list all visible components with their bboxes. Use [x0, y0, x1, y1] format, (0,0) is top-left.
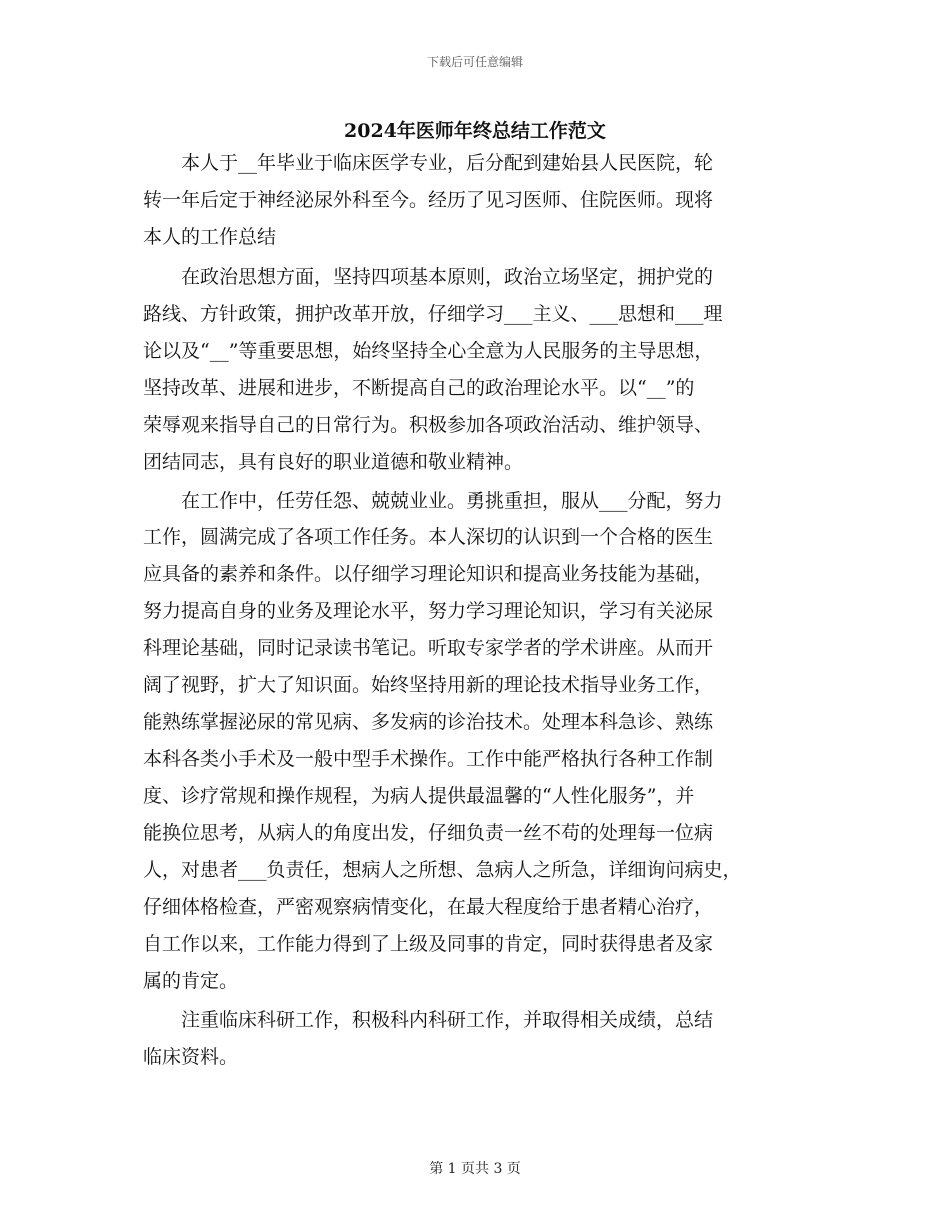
body-line: 仔细体格检查，严密观察病情变化，在最大程度给于患者精心治疗， [143, 896, 714, 918]
body-line: 属的肯定。 [143, 970, 239, 992]
body-line: 在工作中，任劳任怨、兢兢业业。勇挑重担，服从___分配，努力 [143, 490, 723, 512]
body-line: 本人的工作总结 [143, 226, 277, 248]
body-line: 转一年后定于神经泌尿外科至今。经历了见习医师、住院医师。现将 [143, 189, 714, 211]
body-line: 阔了视野，扩大了知识面。始终坚持用新的理论技术指导业务工作， [143, 674, 714, 696]
body-line: 临床资料。 [143, 1046, 239, 1068]
page-footer: 第 1 页共 3 页 [429, 1161, 521, 1177]
body-line: 工作，圆满完成了各项工作任务。本人深切的认识到一个合格的医生 [143, 526, 714, 548]
body-line: 坚持改革、进展和进步，不断提高自己的政治理论水平。以“__”的 [143, 377, 695, 399]
body-line: 荣辱观来指导自己的日常行为。积极参加各项政治活动、维护领导、 [143, 414, 714, 436]
body-line: 注重临床科研工作，积极科内科研工作，并取得相关成绩，总结 [143, 1009, 714, 1031]
body-line: 应具备的素养和条件。以仔细学习理论知识和提高业务技能为基础， [143, 563, 714, 585]
body-line: 人，对患者___负责任，想病人之所想、急病人之所急，详细询问病史， [143, 859, 742, 881]
body-line: 本科各类小手术及一般中型手术操作。工作中能严格执行各种工作制 [143, 748, 714, 770]
body-line: 团结同志，具有良好的职业道德和敬业精神。 [143, 451, 524, 473]
body-line: 本人于__年毕业于临床医学专业，后分配到建始县人民医院，轮 [143, 152, 714, 174]
body-line: 能换位思考，从病人的角度出发，仔细负责一丝不苟的处理每一位病 [143, 822, 714, 844]
body-line: 路线、方针政策，拥护改革开放，仔细学习___主义、___思想和___理 [143, 303, 723, 325]
page-header: 下载后可任意编辑 [426, 55, 523, 69]
body-line: 能熟练掌握泌尿的常见病、多发病的诊治技术。处理本科急诊、熟练 [143, 711, 714, 733]
body-line: 自工作以来，工作能力得到了上级及同事的肯定，同时获得患者及家 [143, 933, 714, 955]
body-line: 度、诊疗常规和操作规程，为病人提供最温馨的“人性化服务”，并 [143, 785, 695, 807]
body-line: 努力提高自身的业务及理论水平，努力学习理论知识，学习有关泌尿 [143, 600, 714, 622]
body-line: 论以及“__”等重要思想，始终坚持全心全意为人民服务的主导思想， [143, 340, 714, 362]
document-title: 2024年医师年终总结工作范文 [344, 120, 606, 142]
body-line: 科理论基础，同时记录读书笔记。听取专家学者的学术讲座。从而开 [143, 637, 714, 659]
body-line: 在政治思想方面，坚持四项基本原则，政治立场坚定，拥护党的 [143, 266, 714, 288]
